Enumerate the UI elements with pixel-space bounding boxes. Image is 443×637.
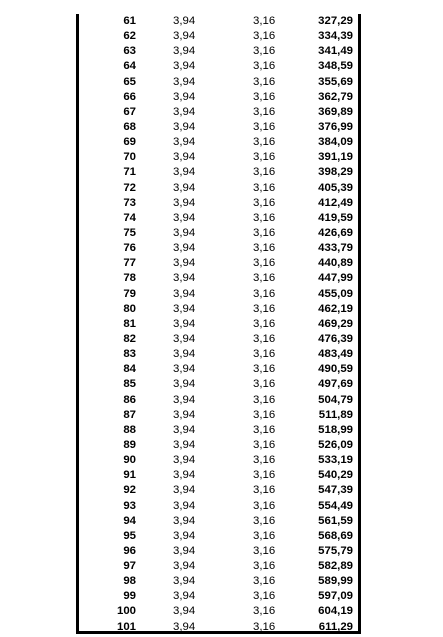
value-b-cell: 3,16: [253, 544, 276, 557]
total-cell: 554,49: [318, 499, 353, 512]
total-cell: 476,39: [318, 332, 353, 345]
table-frame: [76, 14, 361, 634]
row-index-cell: 80: [123, 302, 136, 315]
table-row: [79, 559, 358, 574]
value-b-cell: 3,16: [253, 363, 276, 376]
value-a-cell: 3,94: [173, 226, 196, 239]
value-b-cell: 3,16: [253, 196, 276, 209]
table-body: [79, 14, 358, 635]
row-index-cell: 69: [123, 136, 136, 149]
value-a-cell: 3,94: [173, 363, 196, 376]
total-cell: 433,79: [318, 242, 353, 255]
table-row: [79, 226, 358, 241]
value-b-cell: 3,16: [253, 348, 276, 361]
total-cell: 497,69: [318, 378, 353, 391]
value-a-cell: 3,94: [173, 120, 196, 133]
total-cell: 455,09: [318, 287, 353, 300]
value-a-cell: 3,94: [173, 423, 196, 436]
row-index-cell: 92: [123, 484, 136, 497]
table-row: [79, 105, 358, 120]
row-index-cell: 86: [123, 393, 136, 406]
value-a-cell: 3,94: [173, 196, 196, 209]
table-row: [79, 620, 358, 635]
total-cell: 384,09: [318, 136, 353, 149]
value-b-cell: 3,16: [253, 332, 276, 345]
row-index-cell: 88: [123, 423, 136, 436]
value-b-cell: 3,16: [253, 408, 276, 421]
value-b-cell: 3,16: [253, 60, 276, 73]
value-b-cell: 3,16: [253, 90, 276, 103]
value-b-cell: 3,16: [253, 226, 276, 239]
table-row: [79, 544, 358, 559]
value-a-cell: 3,94: [173, 317, 196, 330]
table-row: [79, 483, 358, 498]
table-row: [79, 211, 358, 226]
value-a-cell: 3,94: [173, 15, 196, 27]
value-a-cell: 3,94: [173, 560, 196, 573]
value-a-cell: 3,94: [173, 75, 196, 88]
table-row: [79, 44, 358, 59]
value-b-cell: 3,16: [253, 317, 276, 330]
table-row: [79, 514, 358, 529]
row-index-cell: 98: [123, 575, 136, 588]
table-row: [79, 14, 358, 29]
table-row: [79, 362, 358, 377]
value-b-cell: 3,16: [253, 30, 276, 43]
total-cell: 469,29: [318, 317, 353, 330]
row-index-cell: 83: [123, 348, 136, 361]
value-a-cell: 3,94: [173, 332, 196, 345]
row-index-cell: 101: [116, 620, 136, 633]
value-b-cell: 3,16: [253, 469, 276, 482]
value-a-cell: 3,94: [173, 438, 196, 451]
table-row: [79, 377, 358, 392]
value-a-cell: 3,94: [173, 242, 196, 255]
row-index-cell: 95: [123, 529, 136, 542]
row-index-cell: 100: [116, 605, 136, 618]
total-cell: 561,59: [318, 514, 353, 527]
value-a-cell: 3,94: [173, 378, 196, 391]
total-cell: 348,59: [318, 60, 353, 73]
value-a-cell: 3,94: [173, 348, 196, 361]
row-index-cell: 78: [123, 272, 136, 285]
value-b-cell: 3,16: [253, 302, 276, 315]
value-b-cell: 3,16: [253, 590, 276, 603]
row-index-cell: 85: [123, 378, 136, 391]
total-cell: 504,79: [318, 393, 353, 406]
table-row: [79, 529, 358, 544]
total-cell: 355,69: [318, 75, 353, 88]
row-index-cell: 72: [123, 181, 136, 194]
total-cell: 518,99: [318, 423, 353, 436]
table-row: [79, 75, 358, 90]
table-row: [79, 135, 358, 150]
table-row: [79, 302, 358, 317]
value-b-cell: 3,16: [253, 105, 276, 118]
value-b-cell: 3,16: [253, 438, 276, 451]
value-b-cell: 3,16: [253, 378, 276, 391]
total-cell: 568,69: [318, 529, 353, 542]
row-index-cell: 75: [123, 226, 136, 239]
value-a-cell: 3,94: [173, 105, 196, 118]
value-a-cell: 3,94: [173, 590, 196, 603]
row-index-cell: 63: [123, 45, 136, 58]
total-cell: 589,99: [318, 575, 353, 588]
value-a-cell: 3,94: [173, 151, 196, 164]
row-index-cell: 79: [123, 287, 136, 300]
table-row: [79, 332, 358, 347]
table-row: [79, 423, 358, 438]
row-index-cell: 91: [123, 469, 136, 482]
total-cell: 540,29: [318, 469, 353, 482]
value-b-cell: 3,16: [253, 575, 276, 588]
table-row: [79, 241, 358, 256]
row-index-cell: 97: [123, 560, 136, 573]
row-index-cell: 94: [123, 514, 136, 527]
row-index-cell: 70: [123, 151, 136, 164]
table-row: [79, 317, 358, 332]
value-b-cell: 3,16: [253, 499, 276, 512]
value-a-cell: 3,94: [173, 454, 196, 467]
value-a-cell: 3,94: [173, 302, 196, 315]
row-index-cell: 74: [123, 211, 136, 224]
value-a-cell: 3,94: [173, 90, 196, 103]
total-cell: 412,49: [318, 196, 353, 209]
value-b-cell: 3,16: [253, 529, 276, 542]
row-index-cell: 73: [123, 196, 136, 209]
table-row: [79, 150, 358, 165]
total-cell: 327,29: [318, 15, 353, 27]
row-index-cell: 71: [123, 166, 136, 179]
total-cell: 604,19: [318, 605, 353, 618]
row-index-cell: 66: [123, 90, 136, 103]
row-index-cell: 82: [123, 332, 136, 345]
total-cell: 575,79: [318, 544, 353, 557]
value-a-cell: 3,94: [173, 544, 196, 557]
total-cell: 362,79: [318, 90, 353, 103]
total-cell: 405,39: [318, 181, 353, 194]
total-cell: 341,49: [318, 45, 353, 58]
row-index-cell: 89: [123, 438, 136, 451]
value-b-cell: 3,16: [253, 211, 276, 224]
value-b-cell: 3,16: [253, 120, 276, 133]
value-a-cell: 3,94: [173, 166, 196, 179]
total-cell: 376,99: [318, 120, 353, 133]
total-cell: 391,19: [318, 151, 353, 164]
value-a-cell: 3,94: [173, 257, 196, 270]
value-a-cell: 3,94: [173, 393, 196, 406]
total-cell: 597,09: [318, 590, 353, 603]
table-row: [79, 589, 358, 604]
value-b-cell: 3,16: [253, 181, 276, 194]
value-a-cell: 3,94: [173, 605, 196, 618]
table-row: [79, 468, 358, 483]
total-cell: 547,39: [318, 484, 353, 497]
value-a-cell: 3,94: [173, 30, 196, 43]
value-b-cell: 3,16: [253, 75, 276, 88]
row-index-cell: 87: [123, 408, 136, 421]
total-cell: 419,59: [318, 211, 353, 224]
row-index-cell: 64: [123, 60, 136, 73]
total-cell: 440,89: [318, 257, 353, 270]
row-index-cell: 65: [123, 75, 136, 88]
table-row: [79, 29, 358, 44]
value-b-cell: 3,16: [253, 166, 276, 179]
total-cell: 334,39: [318, 30, 353, 43]
table-row: [79, 574, 358, 589]
value-b-cell: 3,16: [253, 393, 276, 406]
row-index-cell: 93: [123, 499, 136, 512]
table-row: [79, 59, 358, 74]
table-row: [79, 438, 358, 453]
value-a-cell: 3,94: [173, 45, 196, 58]
total-cell: 462,19: [318, 302, 353, 315]
table-row: [79, 196, 358, 211]
value-a-cell: 3,94: [173, 620, 196, 633]
value-a-cell: 3,94: [173, 287, 196, 300]
table-row: [79, 271, 358, 286]
value-b-cell: 3,16: [253, 287, 276, 300]
value-a-cell: 3,94: [173, 484, 196, 497]
total-cell: 369,89: [318, 105, 353, 118]
value-b-cell: 3,16: [253, 514, 276, 527]
total-cell: 426,69: [318, 226, 353, 239]
value-a-cell: 3,94: [173, 211, 196, 224]
table-row: [79, 181, 358, 196]
value-b-cell: 3,16: [253, 136, 276, 149]
row-index-cell: 61: [123, 15, 136, 27]
value-a-cell: 3,94: [173, 272, 196, 285]
row-index-cell: 76: [123, 242, 136, 255]
table-row: [79, 120, 358, 135]
total-cell: 533,19: [318, 454, 353, 467]
value-b-cell: 3,16: [253, 15, 276, 27]
value-a-cell: 3,94: [173, 181, 196, 194]
value-a-cell: 3,94: [173, 499, 196, 512]
value-b-cell: 3,16: [253, 484, 276, 497]
value-a-cell: 3,94: [173, 529, 196, 542]
total-cell: 582,89: [318, 560, 353, 573]
value-a-cell: 3,94: [173, 136, 196, 149]
row-index-cell: 99: [123, 590, 136, 603]
value-b-cell: 3,16: [253, 257, 276, 270]
row-index-cell: 84: [123, 363, 136, 376]
value-b-cell: 3,16: [253, 45, 276, 58]
table-row: [79, 256, 358, 271]
table-row: [79, 499, 358, 514]
value-b-cell: 3,16: [253, 423, 276, 436]
table-row: [79, 287, 358, 302]
total-cell: 483,49: [318, 348, 353, 361]
table-row: [79, 408, 358, 423]
value-a-cell: 3,94: [173, 469, 196, 482]
value-b-cell: 3,16: [253, 454, 276, 467]
row-index-cell: 90: [123, 454, 136, 467]
value-b-cell: 3,16: [253, 242, 276, 255]
total-cell: 490,59: [318, 363, 353, 376]
value-a-cell: 3,94: [173, 575, 196, 588]
row-index-cell: 67: [123, 105, 136, 118]
table-row: [79, 453, 358, 468]
value-a-cell: 3,94: [173, 514, 196, 527]
value-a-cell: 3,94: [173, 60, 196, 73]
total-cell: 526,09: [318, 438, 353, 451]
value-b-cell: 3,16: [253, 151, 276, 164]
table-row: [79, 165, 358, 180]
row-index-cell: 81: [123, 317, 136, 330]
row-index-cell: 96: [123, 544, 136, 557]
table-row: [79, 90, 358, 105]
row-index-cell: 68: [123, 120, 136, 133]
total-cell: 611,29: [318, 620, 353, 633]
value-b-cell: 3,16: [253, 605, 276, 618]
table-row: [79, 604, 358, 619]
total-cell: 511,89: [318, 408, 353, 421]
total-cell: 398,29: [318, 166, 353, 179]
row-index-cell: 62: [123, 30, 136, 43]
total-cell: 447,99: [318, 272, 353, 285]
table-row: [79, 393, 358, 408]
table-row: [79, 347, 358, 362]
row-index-cell: 77: [123, 257, 136, 270]
value-a-cell: 3,94: [173, 408, 196, 421]
value-b-cell: 3,16: [253, 620, 276, 633]
value-b-cell: 3,16: [253, 560, 276, 573]
value-b-cell: 3,16: [253, 272, 276, 285]
